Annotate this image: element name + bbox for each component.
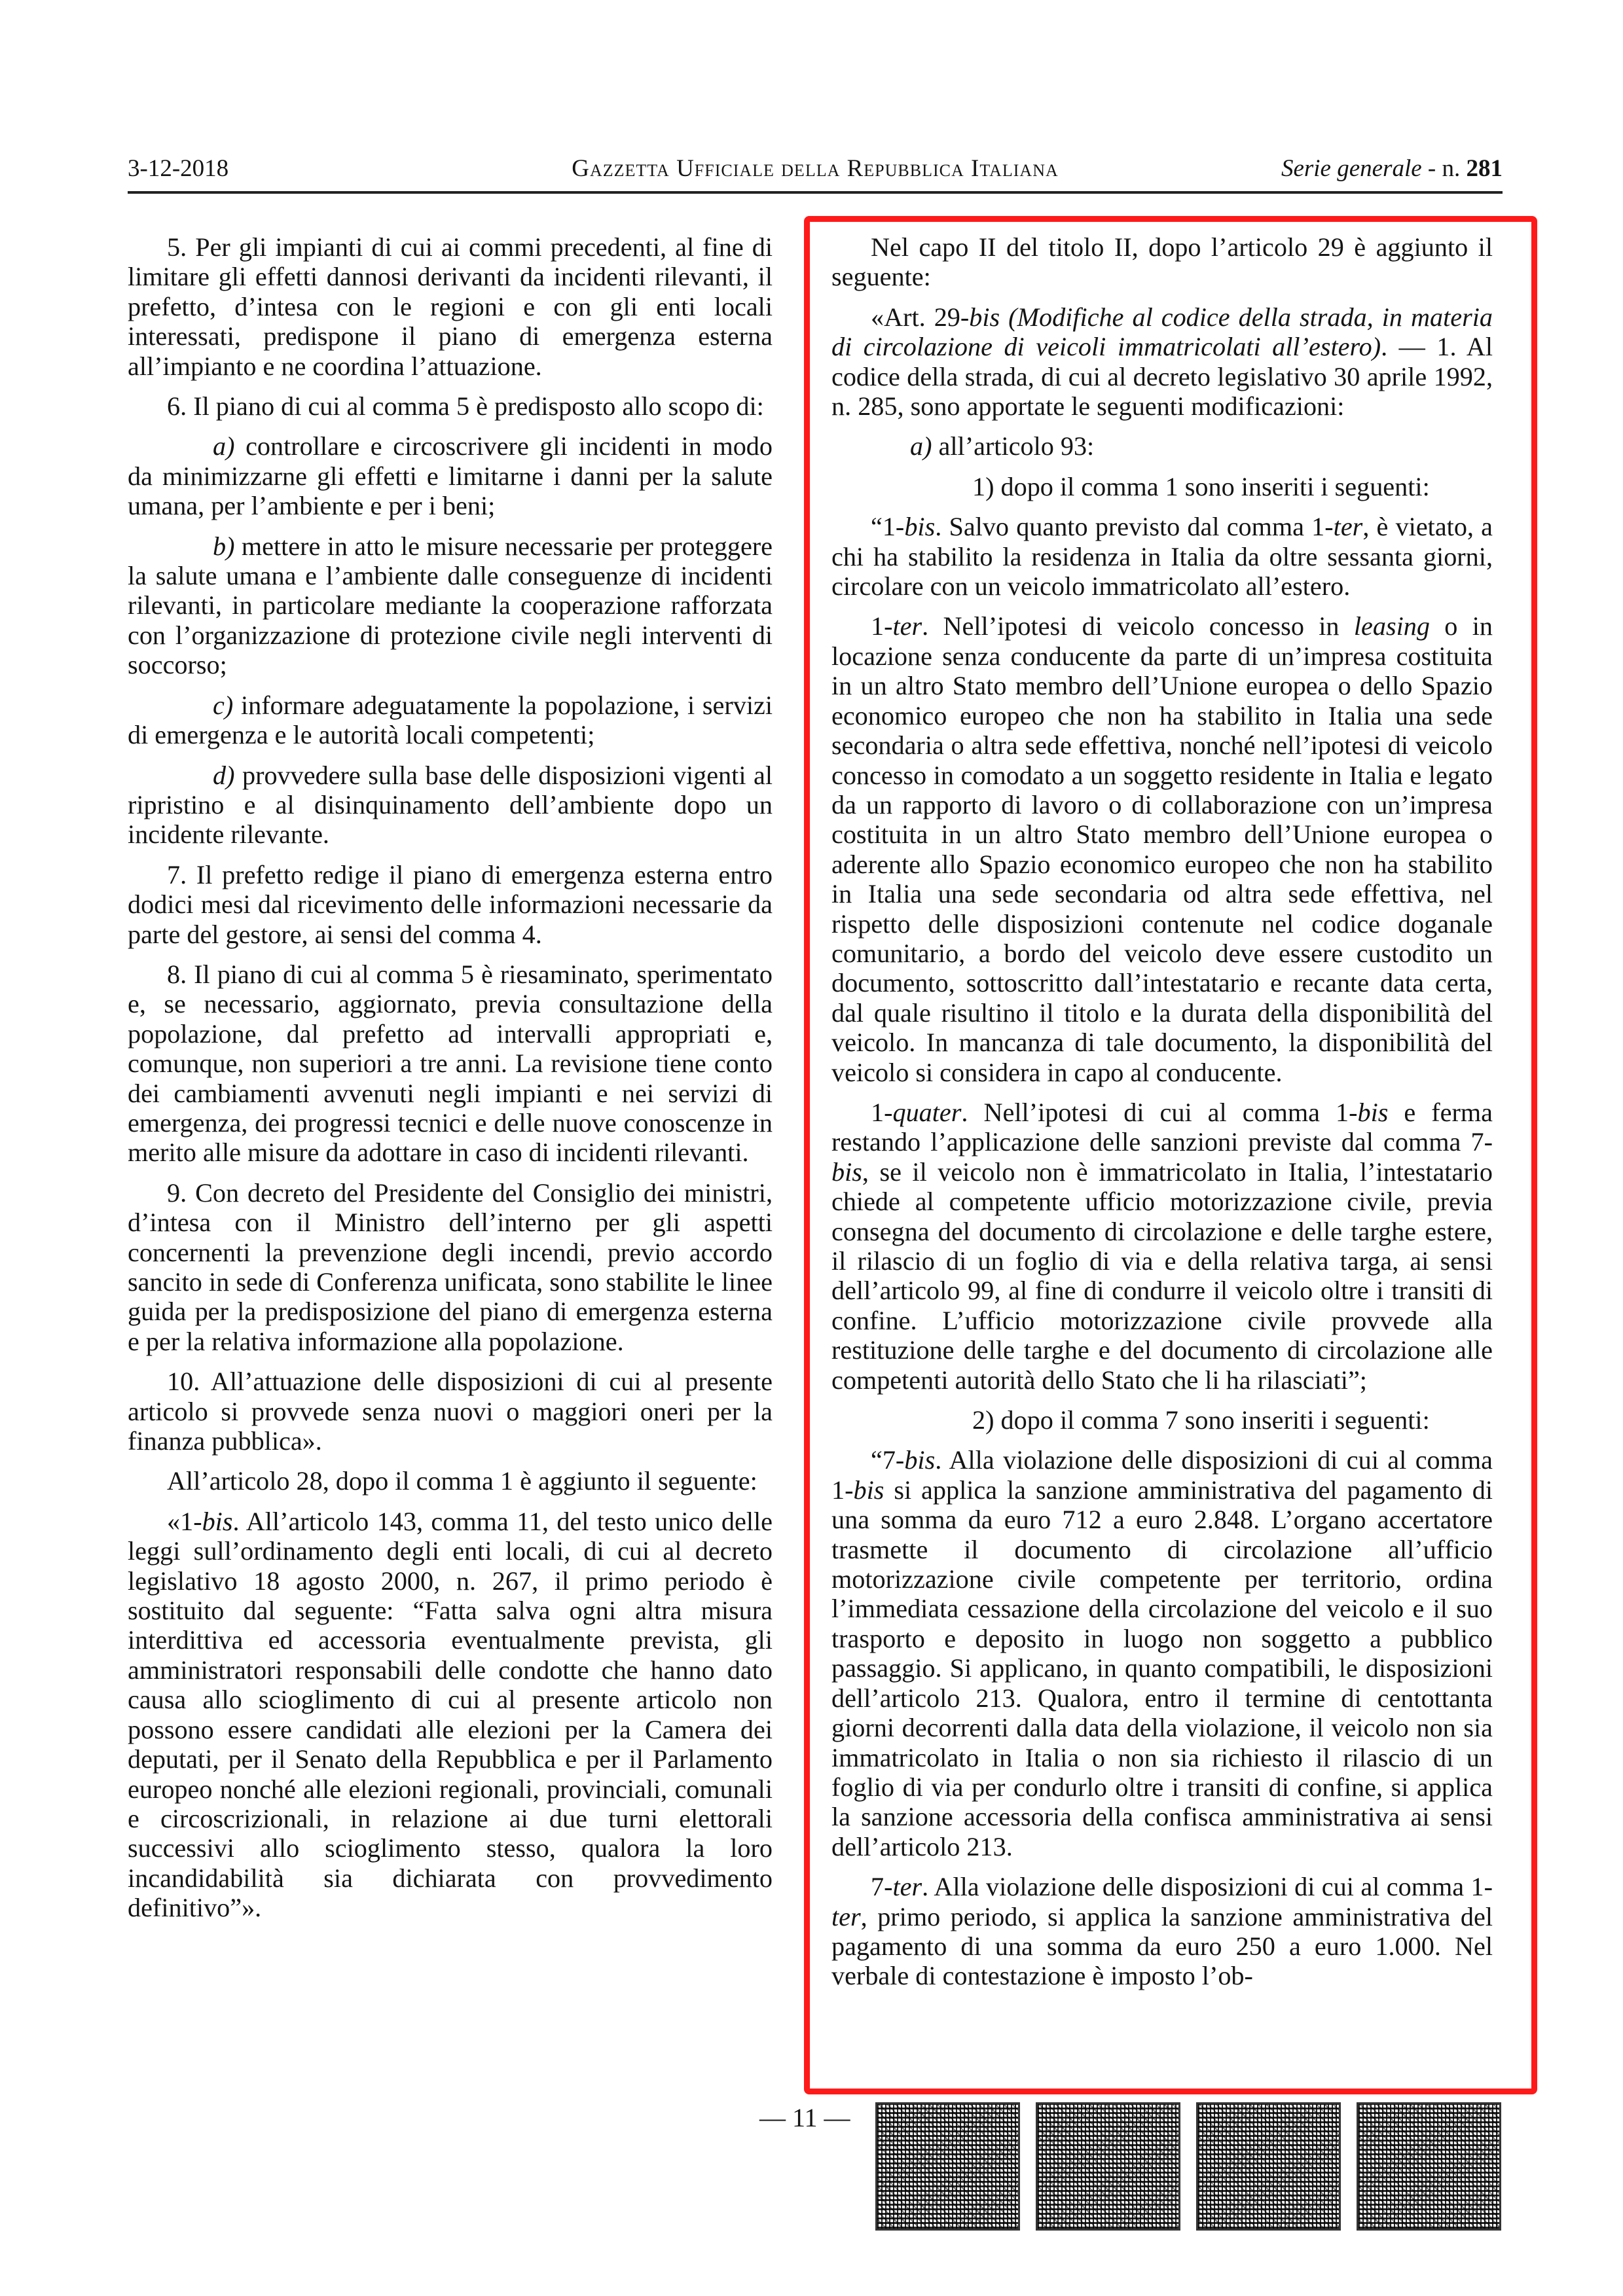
left-column [128,232,773,1933]
paragraph: 1-ter. Nell’ipotesi di veicolo concesso in leasing o in locazione senza conducente da parte di un’impresa costituita in un altro Stato membro dell’Unione europea o dello Spazio economico europeo che non ha stabilito in Italia una sede secondaria o altra sede effettiva, nonché nell’ipotesi di veicolo concesso in comodato a un soggetto residente in Italia e legato da un rapporto di lavoro o di collaborazione con un’impresa costituita in un altro Stato membro dell’Unione europea o aderente allo Spazio economico europeo che non ha stabilito in Italia una sede secondaria od altra sede effettiva, nel rispetto delle disposizioni contenute nel codice doganale comunitario, a bordo del veicolo deve essere custodito un documento, sottoscritto dall’intestatario e recante data certa, dal quale risultino il titolo e la durata della disponibilità del veicolo. In mancanza di tale documento, la disponibilità del veicolo si considera in capo al conducente. [831,611,1493,1087]
datamatrix-code-icon [1198,2104,1339,2229]
serie-sep: - n. [1421,155,1467,182]
datamatrix-code-icon [877,2104,1018,2229]
paragraph: 8. Il piano di cui al comma 5 è riesaminato, sperimentato e, se necessario, aggiornato, previa consultazione della popolazione, dal prefetto ad intervalli appropriati e, comunque, non superiori a tre anni. La revisione tiene conto dei cambiamenti avvenuti negli impianti e nei servizi di emergenza, dei progressi tecnici e delle nuove conoscenze in merito alle misure da adottare in caso di incidenti rilevanti. [128,959,773,1168]
serie-number: 281 [1466,155,1503,182]
header-title: Gazzetta Ufficiale della Repubblica Italiana [572,155,1059,182]
header-serie [1281,154,1503,183]
paragraph: 1-quater. Nell’ipotesi di cui al comma 1-bis e ferma restando l’applicazione delle sanzioni previste dal comma 7-bis, se il veicolo non è immatricolato in Italia, l’intestatario chiede al competente ufficio motorizzazione civile, previa consegna del documento di circolazione e delle targhe estere, il rilascio di un foglio di via e della relativa targa, ai sensi dell’articolo 99, al fine di condurre il veicolo oltre i transiti di confine. L’ufficio motorizzazione civile provvede alla restituzione delle targhe e del documento di circolazione alle competenti autorità dello Stato che li ha rilasciati”; [831,1097,1493,1395]
paragraph: 5. Per gli impianti di cui ai commi precedenti, al fine di limitare gli effetti dannosi derivanti da incidenti rilevanti, il prefetto, d’intesa con le regioni e con gli enti locali interessati, predispone il piano di emergenza esterna all’impianto e ne coordina l’attuazione. [128,232,773,381]
page-header [128,154,1503,187]
paragraph: 7-ter. Alla violazione delle disposizioni di cui al comma 1-ter, primo periodo, si applica la sanzione amministrativa del pagamento di una somma da euro 250 a euro 1.000. Nel verbale di contestazione è imposto l’ob- [831,1872,1493,1991]
paragraph: “1-bis. Salvo quanto previsto dal comma 1-ter, è vietato, a chi ha stabilito la residenza in Italia da oltre sessanta giorni, circolare con un veicolo immatricolato all’estero. [831,512,1493,601]
header-date: 3-12-2018 [128,155,229,182]
paragraph: Nel capo II del titolo II, dopo l’articolo 29 è aggiunto il seguente: [831,232,1493,292]
paragraph: 9. Con decreto del Presidente del Consiglio dei ministri, d’intesa con il Ministro dell’interno per gli aspetti concernenti la prevenzione degli incendi, previo accordo sancito in sede di Conferenza unificata, sono stabilite le linee guida per la predisposizione del piano di emergenza esterna e per la relativa informazione alla popolazione. [128,1177,773,1356]
serie-label: Serie generale [1281,155,1422,182]
datamatrix-code-icon [1359,2104,1499,2229]
list-item: b) mettere in atto le misure necessarie per proteggere la salute umana e l’ambiente dalle conseguenze di incidenti rilevanti, in particolare mediante la cooperazione rafforzata con l’organizzazione di protezione civile negli interventi di soccorso; [128,531,773,680]
paragraph: 7. Il prefetto redige il piano di emergenza esterna entro dodici mesi dal ricevimento delle informazioni necessarie da parte del gestore, ai sensi del comma 4. [128,859,773,949]
list-item: 2) dopo il comma 7 sono inseriti i seguenti: [972,1405,1430,1435]
header-rule [128,191,1503,194]
page-number: — 11 — [759,2103,850,2132]
datamatrix-codes [877,2104,1532,2235]
paragraph: «1-bis. All’articolo 143, comma 11, del testo unico delle leggi sull’ordinamento degli enti locali, di cui al decreto legislativo 18 agosto 2000, n. 267, il primo periodo è sostituito dal seguente: “Fatta salva ogni altra misura interdittiva ed accessoria eventualmente prevista, gli amministratori responsabili delle condotte che hanno dato causa allo scioglimento di cui al presente articolo non possono essere candidati alle elezioni per la Camera dei deputati, per il Senato della Repubblica e per il Parlamento europeo nonché alle elezioni regionali, provinciali, comunali e circoscrizionali, in relazione ai due turni elettorali successivi allo scioglimento stesso, qualora la loro incandidabilità sia dichiarata con provvedimento definitivo”». [128,1506,773,1923]
list-item: 1) dopo il comma 1 sono inseriti i seguenti: [972,471,1430,501]
paragraph: 10. All’attuazione delle disposizioni di cui al presente articolo si provvede senza nuovi o maggiori oneri per la finanza pubblica». [128,1367,773,1456]
paragraph: «Art. 29-bis (Modifiche al codice della strada, in materia di circolazione di veicoli immatricolati all’estero). — 1. Al codice della strada, di cui al decreto legislativo 30 aprile 1992, n. 285, sono apportate le seguenti modificazioni: [831,302,1493,422]
list-item: a) all’articolo 93: [910,431,1095,461]
paragraph: “7-bis. Alla violazione delle disposizioni di cui al comma 1-bis si applica la sanzione amministrativa del pagamento di una somma da euro 712 a euro 2.848. L’organo accertatore trasmette il documento di circolazione all’ufficio motorizzazione civile competente per territorio, ordina l’immediata cessazione della circolazione del veicolo e il suo trasporto e deposito in luogo non soggetto a pubblico passaggio. Si applicano, in quanto compatibili, le disposizioni dell’articolo 213. Qualora, entro il termine di centottanta giorni decorrenti dalla data della violazione, il veicolo non sia immatricolato in Italia o non sia richiesto il rilascio di un foglio di via per condurlo oltre i transiti di confine, si applica la sanzione accessoria della confisca amministrativa ai sensi dell’articolo 213. [831,1445,1493,1861]
list-item: c) informare adeguatamente la popolazione, i servizi di emergenza e le autorità locali competenti; [128,690,773,750]
highlight-box [804,216,1537,2094]
paragraph: All’articolo 28, dopo il comma 1 è aggiunto il seguente: [167,1466,757,1496]
paragraph: 6. Il piano di cui al comma 5 è predisposto allo scopo di: [167,391,764,422]
datamatrix-code-icon [1038,2104,1178,2229]
list-item: a) controllare e circoscrivere gli incidenti in modo da minimizzarne gli effetti e limitarne i danni per la salute umana, per l’ambiente e per i beni; [128,431,773,521]
list-item: d) provvedere sulla base delle disposizioni vigenti al ripristino e al disinquinamento dell’ambiente dopo un incidente rilevante. [128,760,773,850]
